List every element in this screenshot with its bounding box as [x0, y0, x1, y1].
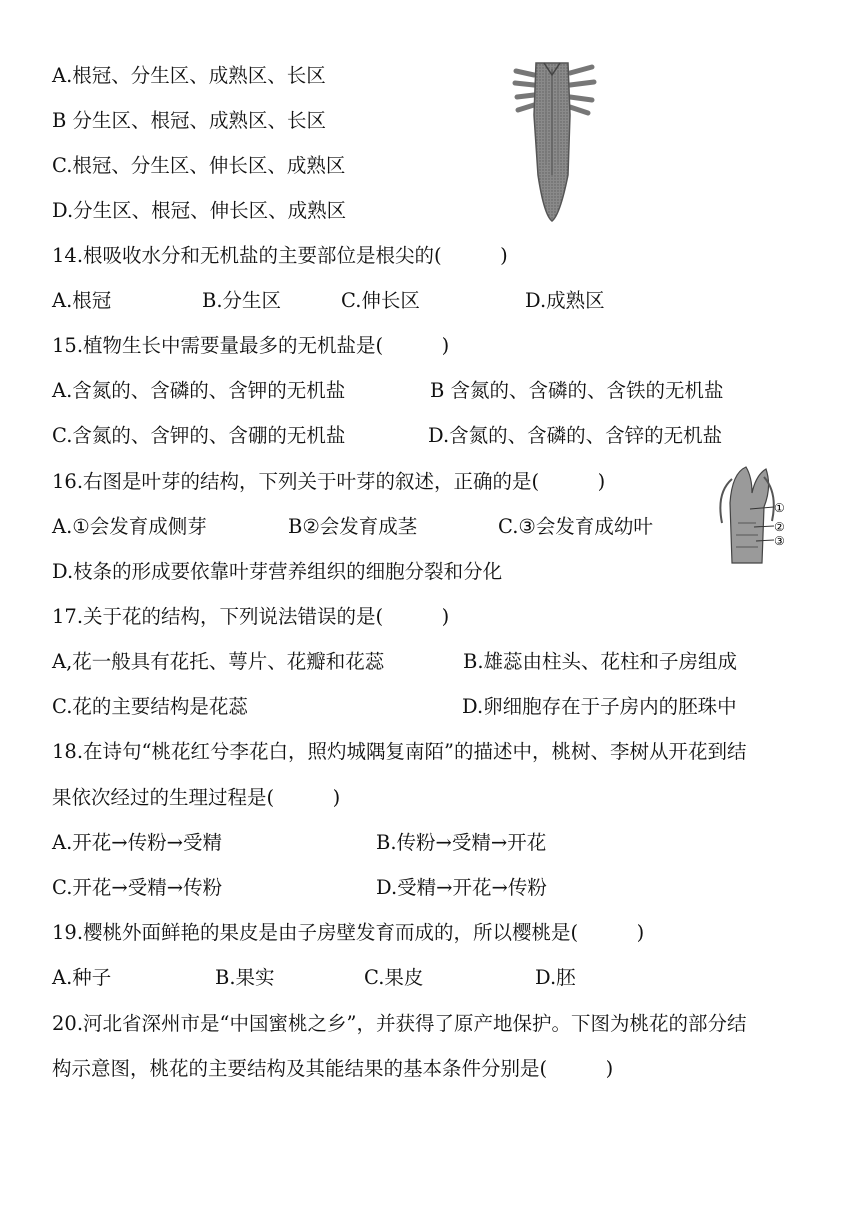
- q18-stem-line2: 果依次经过的生理过程是( ): [52, 786, 341, 809]
- leaf-bud-figure: [712, 463, 792, 573]
- q16-option-b: B②会发育成茎: [288, 515, 418, 538]
- q13-option-d: D.分生区、根冠、伸长区、成熟区: [52, 199, 347, 222]
- q16-stem: 16.右图是叶芽的结构，下列关于叶芽的叙述，正确的是( ): [52, 470, 606, 493]
- q13-option-a: A.根冠、分生区、成熟区、长区: [52, 64, 326, 87]
- q19-option-a: A.种子: [52, 966, 112, 989]
- q17-option-b: B.雄蕊由柱头、花柱和子房组成: [463, 650, 738, 673]
- q17-stem: 17.关于花的结构，下列说法错误的是( ): [52, 605, 450, 628]
- q18-stem-line1: 18.在诗句“桃花红兮李花白，照灼城隅复南陌”的描述中，桃树、李树从开花到结: [52, 740, 747, 763]
- bud-label-3: ③: [774, 534, 785, 548]
- q13-option-b: B 分生区、根冠、成熟区、长区: [52, 109, 327, 132]
- q13-option-c: C.根冠、分生区、伸长区、成熟区: [52, 154, 346, 177]
- q18-option-b: B.传粉→受精→开花: [376, 831, 547, 854]
- root-tip-figure: [512, 55, 602, 225]
- q14-option-d: D.成熟区: [525, 289, 605, 312]
- q14-option-c: C.伸长区: [341, 289, 420, 312]
- q16-option-a: A.①会发育成侧芽: [52, 515, 207, 538]
- q15-option-a: A.含氮的、含磷的、含钾的无机盐: [52, 379, 346, 402]
- bud-label-1: ①: [774, 501, 785, 515]
- q18-option-d: D.受精→开花→传粉: [376, 876, 547, 899]
- q15-stem: 15.植物生长中需要量最多的无机盐是( ): [52, 334, 450, 357]
- q15-option-c: C.含氮的、含钾的、含硼的无机盐: [52, 424, 346, 447]
- q18-option-c: C.开花→受精→传粉: [52, 876, 223, 899]
- q15-option-b: B 含氮的、含磷的、含铁的无机盐: [430, 379, 724, 402]
- q19-stem: 19.樱桃外面鲜艳的果皮是由子房壁发育而成的，所以樱桃是( ): [52, 921, 645, 944]
- q14-option-a: A.根冠: [52, 289, 112, 312]
- q17-option-a: A,花一般具有花托、萼片、花瓣和花蕊: [52, 650, 385, 673]
- q19-option-c: C.果皮: [364, 966, 424, 989]
- q17-option-c: C.花的主要结构是花蕊: [52, 695, 248, 718]
- q14-option-b: B.分生区: [202, 289, 282, 312]
- bud-label-2: ②: [774, 520, 785, 534]
- q18-option-a: A.开花→传粉→受精: [52, 831, 222, 854]
- q20-stem-line2: 构示意图，桃花的主要结构及其能结果的基本条件分别是( ): [52, 1057, 614, 1080]
- q19-option-b: B.果实: [215, 966, 275, 989]
- q16-option-d: D.枝条的形成要依靠叶芽营养组织的细胞分裂和分化: [52, 560, 503, 583]
- q20-stem-line1: 20.河北省深州市是“中国蜜桃之乡”，并获得了原产地保护。下图为桃花的部分结: [52, 1012, 747, 1035]
- q15-option-d: D.含氮的、含磷的、含锌的无机盐: [428, 424, 723, 447]
- q19-option-d: D.胚: [535, 966, 576, 989]
- q14-stem: 14.根吸收水分和无机盐的主要部位是根尖的( ): [52, 244, 508, 267]
- q17-option-d: D.卵细胞存在于子房内的胚珠中: [462, 695, 737, 718]
- q16-option-c: C.③会发育成幼叶: [498, 515, 653, 538]
